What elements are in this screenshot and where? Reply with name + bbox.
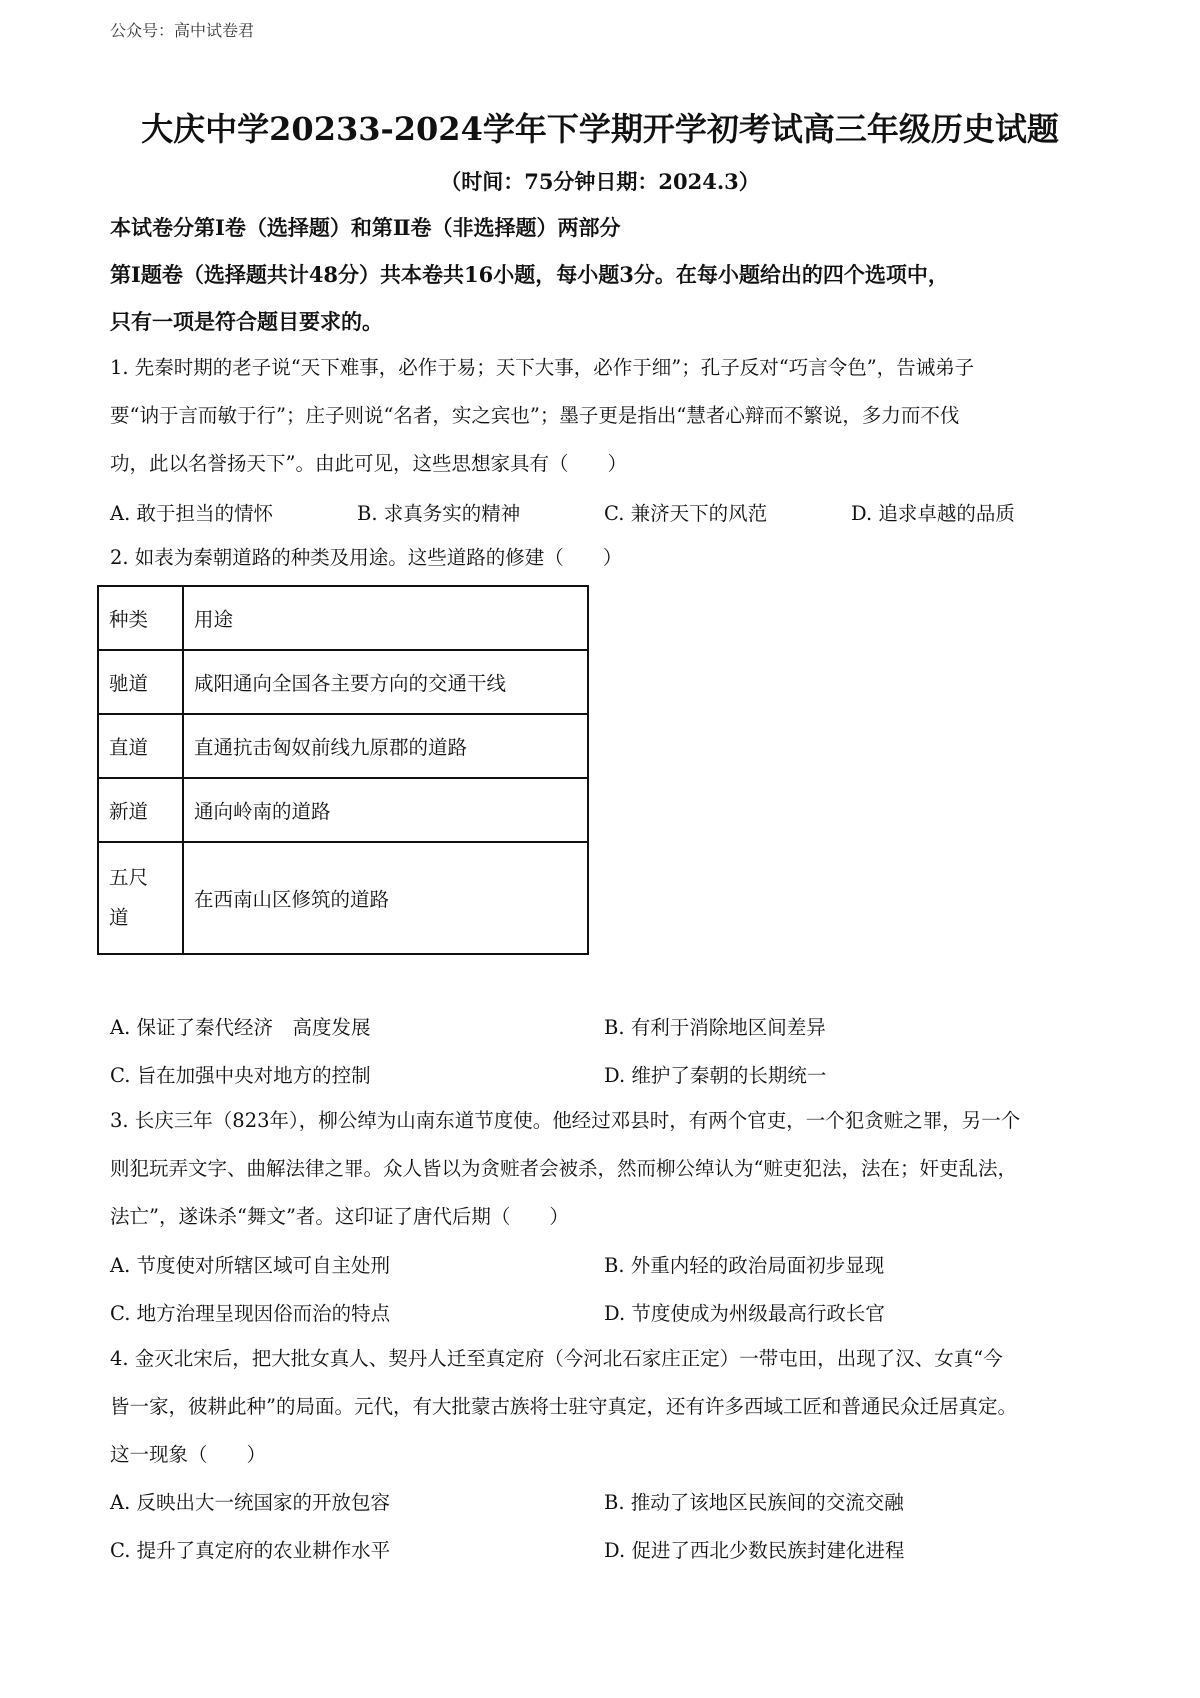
exam-subtitle: （时间：75分钟日期：2024.3）: [440, 169, 760, 194]
table-cell: 直道: [98, 714, 183, 778]
table-cell: 咸阳通向全国各主要方向的交通干线: [183, 650, 588, 714]
question-1-line-3: 功，此以名誉扬天下”。由此可见，这些思想家具有（ ）: [110, 452, 627, 475]
option-a: A. 敢于担当的情怀: [110, 502, 273, 525]
option-b: B. 推动了该地区民族间的交流交融: [604, 1491, 904, 1514]
option-d: D. 维护了秦朝的长期统一: [604, 1064, 827, 1087]
option-c: C. 地方治理呈现因俗而治的特点: [110, 1302, 391, 1325]
option-c: C. 旨在加强中央对地方的控制: [110, 1064, 371, 1087]
question-1-line-2: 要“讷于言而敏于行”；庄子则说“名者，实之宾也”；墨子更是指出“慧者心辩而不繁说，多力而不伐: [110, 404, 960, 427]
table-cell: 在西南山区修筑的道路: [183, 842, 588, 954]
header-note: 公众号：高中试卷君: [110, 21, 255, 40]
question-2-line-1: 2. 如表为秦朝道路的种类及用途。这些道路的修建（ ）: [110, 546, 623, 569]
table-row: [98, 842, 588, 954]
question-4-options-row-1: [110, 1487, 1100, 1531]
question-3-options-row-1: [110, 1250, 1100, 1294]
intro-line-3: 只有一项是符合题目要求的。: [110, 309, 383, 334]
option-b: B. 有利于消除地区间差异: [604, 1016, 826, 1039]
question-3-line-3: 法亡”，遂诛杀“舞文”者。这印证了唐代后期（ ）: [110, 1205, 569, 1228]
table-cell: 直通抗击匈奴前线九原郡的道路: [183, 714, 588, 778]
option-c: C. 提升了真定府的农业耕作水平: [110, 1539, 391, 1562]
option-b: B. 外重内轻的政治局面初步显现: [604, 1254, 885, 1277]
option-a: A. 反映出大一统国家的开放包容: [110, 1491, 390, 1514]
question-4-line-3: 这一现象（ ）: [110, 1443, 267, 1466]
question-4-line-1: 4. 金灭北宋后，把大批女真人、契丹人迁至真定府（今河北石家庄正定）一带屯田，出现了汉、女真“今: [110, 1347, 1003, 1370]
option-d: D. 促进了西北少数民族封建化进程: [604, 1539, 905, 1562]
question-3-line-1: 3. 长庆三年（823年），柳公绰为山南东道节度使。他经过邓县时，有两个官吏，一个犯贪赃之罪，另一个: [110, 1109, 1021, 1132]
table-cell: 通向岭南的道路: [183, 778, 588, 842]
table-header-cell: 用途: [183, 586, 588, 650]
option-a: A. 保证了秦代经济 高度发展: [110, 1016, 371, 1039]
table-cell: 五尺 道: [98, 842, 183, 954]
question-4-line-2: 皆一家，彼耕此种”的局面。元代，有大批蒙古族将士驻守真定，还有许多西域工匠和普通民众迁居真定。: [110, 1395, 1017, 1418]
option-a: A. 节度使对所辖区域可自主处刑: [110, 1254, 390, 1277]
intro-line-1: 本试卷分第Ⅰ卷（选择题）和第Ⅱ卷（非选择题）两部分: [110, 215, 621, 240]
table-cell: 新道: [98, 778, 183, 842]
question-2-options-row-1: [110, 1012, 1100, 1056]
option-d: D. 节度使成为州级最高行政长官: [604, 1302, 885, 1325]
question-1-line-1: 1. 先秦时期的老子说“天下难事，必作于易；天下大事，必作于细”；孔子反对“巧言令色”，告诫弟子: [110, 356, 975, 379]
table-row: [98, 778, 588, 842]
option-c: C. 兼济天下的风范: [604, 502, 768, 525]
table-row: [98, 714, 588, 778]
intro-line-2: 第Ⅰ题卷（选择题共计48分）共本卷共16小题，每小题3分。在每小题给出的四个选项中，: [110, 262, 949, 287]
table-cell: 驰道: [98, 650, 183, 714]
exam-title: 大庆中学20233-2024学年下学期开学初考试高三年级历史试题: [141, 110, 1059, 148]
table-row: [98, 650, 588, 714]
question-3-line-2: 则犯玩弄文字、曲解法律之罪。众人皆以为贪赃者会被杀，然而柳公绰认为“赃吏犯法，法在；奸吏乱法，: [110, 1157, 1017, 1180]
table-header-cell: 种类: [98, 586, 183, 650]
question-4-options-row-2: [110, 1535, 1100, 1579]
option-d: D. 追求卓越的品质: [851, 502, 1015, 525]
option-b: B. 求真务实的精神: [357, 502, 521, 525]
table-header-row: [98, 586, 588, 650]
roads-table: [97, 585, 589, 955]
